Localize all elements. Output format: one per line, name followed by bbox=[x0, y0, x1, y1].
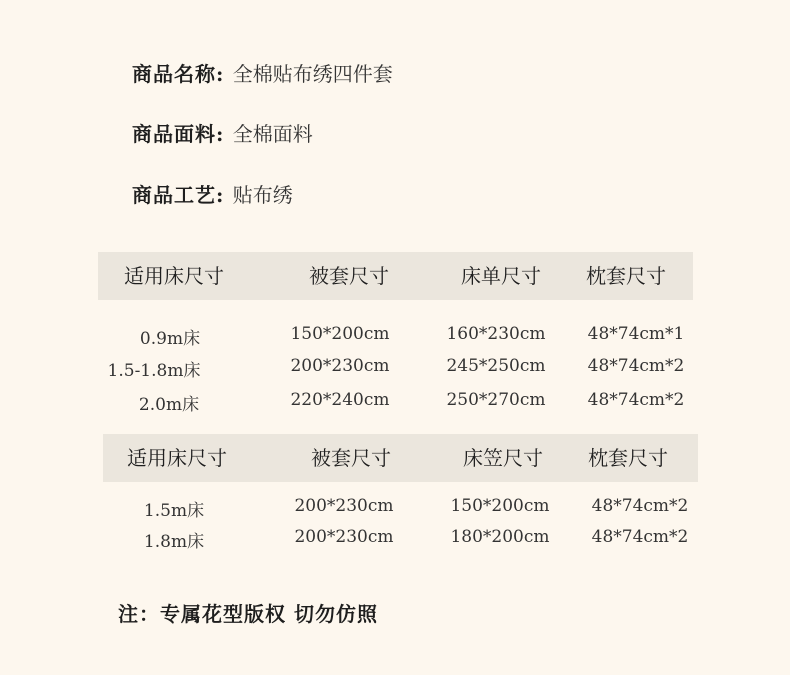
table2-header-fitted: 床笠尺寸 bbox=[463, 446, 543, 470]
table1-header-duvet: 被套尺寸 bbox=[309, 264, 389, 288]
table-cell: 200*230cm bbox=[294, 496, 394, 516]
table-cell: 48*74cm*2 bbox=[587, 356, 685, 376]
table-cell: 2.0m床 bbox=[138, 395, 200, 415]
table-cell: 48*74cm*2 bbox=[591, 527, 689, 547]
table-cell: 180*200cm bbox=[450, 527, 550, 547]
table-cell: 160*230cm bbox=[446, 324, 546, 344]
table-cell: 48*74cm*1 bbox=[587, 324, 685, 344]
table2-header-bed: 适用床尺寸 bbox=[127, 446, 227, 470]
info-label: 商品名称: bbox=[132, 62, 225, 86]
table1-header-sheet: 床单尺寸 bbox=[461, 264, 541, 288]
table-cell: 200*230cm bbox=[294, 527, 394, 547]
table-cell: 150*200cm bbox=[450, 496, 550, 516]
info-value: 全棉贴布绣四件套 bbox=[232, 62, 393, 86]
info-row-craft bbox=[132, 179, 293, 208]
info-value: 贴布绣 bbox=[232, 183, 293, 207]
table-cell: 250*270cm bbox=[446, 390, 546, 410]
table1-header-pillow: 枕套尺寸 bbox=[586, 264, 666, 288]
info-row-name bbox=[132, 58, 393, 87]
table-cell: 0.9m床 bbox=[139, 329, 201, 349]
table2-header-duvet: 被套尺寸 bbox=[311, 446, 391, 470]
info-label: 商品面料: bbox=[132, 122, 225, 146]
table-cell: 1.5-1.8m床 bbox=[107, 361, 201, 381]
table-cell: 48*74cm*2 bbox=[591, 496, 689, 516]
table-cell: 1.5m床 bbox=[143, 501, 205, 521]
info-label: 商品工艺: bbox=[132, 183, 225, 207]
info-row-fabric bbox=[132, 118, 313, 147]
table-cell: 1.8m床 bbox=[143, 532, 205, 552]
table-cell: 200*230cm bbox=[290, 356, 390, 376]
table1-header bbox=[98, 252, 693, 300]
table-cell: 245*250cm bbox=[446, 356, 546, 376]
table2-header-pillow: 枕套尺寸 bbox=[588, 446, 668, 470]
info-value: 全棉面料 bbox=[232, 122, 313, 146]
copyright-note: 注：专属花型版权 切勿仿照 bbox=[118, 602, 378, 626]
table-cell: 150*200cm bbox=[290, 324, 390, 344]
table1-header-bed: 适用床尺寸 bbox=[124, 264, 224, 288]
table-cell: 220*240cm bbox=[290, 390, 390, 410]
table-cell: 48*74cm*2 bbox=[587, 390, 685, 410]
table2-header bbox=[103, 434, 698, 482]
